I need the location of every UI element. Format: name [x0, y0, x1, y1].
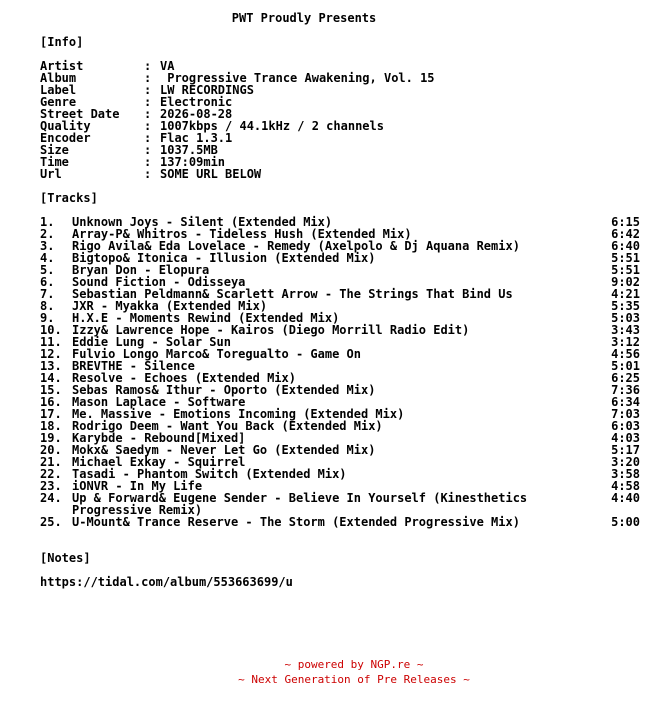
- track-title: Sebastian Peldmann& Scarlett Arrow - The Strings That Bind Us: [72, 287, 513, 301]
- track-number: 24.: [40, 491, 62, 505]
- track-duration: 5:01: [611, 359, 640, 373]
- track-duration: 3:12: [611, 335, 640, 349]
- track-title: Rigo Avila& Eda Lovelace - Remedy (Axelpolo & Dj Aquana Remix): [72, 239, 520, 253]
- track-title: Sound Fiction - Odisseya: [72, 275, 246, 289]
- track-title: H.X.E - Moments Rewind (Extended Mix): [72, 311, 340, 325]
- track-number: 3.: [40, 239, 55, 253]
- track-title: Karybde - Rebound[Mixed]: [72, 431, 246, 445]
- info-separator: :: [144, 155, 152, 169]
- track-duration: 3:20: [611, 455, 640, 469]
- info-key: Quality: [40, 119, 91, 133]
- track-number: 1.: [40, 215, 55, 229]
- track-duration: 6:15: [611, 215, 640, 229]
- info-key: Time: [40, 155, 69, 169]
- info-separator: :: [144, 143, 152, 157]
- track-number: 17.: [40, 407, 62, 421]
- footer-tagline: ~ Next Generation of Pre Releases ~: [238, 673, 470, 686]
- tracks-header: [Tracks]: [40, 191, 98, 205]
- track-number: 10.: [40, 323, 62, 337]
- info-key: Label: [40, 83, 77, 97]
- track-number: 18.: [40, 419, 62, 433]
- track-number: 2.: [40, 227, 55, 241]
- info-value: 1037.5MB: [160, 143, 218, 157]
- track-duration: 7:03: [611, 407, 640, 421]
- track-duration: 9:02: [611, 275, 640, 289]
- info-row: [40, 96, 640, 108]
- track-title: Array-P& Whitros - Tideless Hush (Extended Mix): [72, 227, 412, 241]
- track-number: 9.: [40, 311, 55, 325]
- info-value: VA: [160, 59, 175, 73]
- info-separator: :: [144, 59, 152, 73]
- track-title: Unknown Joys - Silent (Extended Mix): [72, 215, 333, 229]
- track-number: 12.: [40, 347, 62, 361]
- track-number: 11.: [40, 335, 62, 349]
- info-separator: :: [144, 119, 152, 133]
- info-key: Size: [40, 143, 69, 157]
- info-key: Street Date: [40, 107, 120, 121]
- track-duration: 5:51: [611, 251, 640, 265]
- info-key: Artist: [40, 59, 84, 73]
- track-title: Bigtopo& Itonica - Illusion (Extended Mix): [72, 251, 376, 265]
- track-title: Rodrigo Deem - Want You Back (Extended Mix): [72, 419, 383, 433]
- info-key: Encoder: [40, 131, 91, 145]
- track-title: Tasadi - Phantom Switch (Extended Mix): [72, 467, 347, 481]
- track-number: 14.: [40, 371, 62, 385]
- track-title: JXR - Myakka (Extended Mix): [72, 299, 268, 313]
- track-number: 20.: [40, 443, 62, 457]
- track-duration: 6:25: [611, 371, 640, 385]
- info-value: Flac 1.3.1: [160, 131, 233, 145]
- track-number: 6.: [40, 275, 55, 289]
- track-duration: 4:21: [611, 287, 640, 301]
- info-separator: :: [144, 167, 152, 181]
- info-separator: :: [144, 95, 152, 109]
- track-duration: 7:36: [611, 383, 640, 397]
- track-title: Michael Exkay - Squirrel: [72, 455, 246, 469]
- track-duration: 4:58: [611, 479, 640, 493]
- info-value: 2026-08-28: [160, 107, 233, 121]
- track-title: Mason Laplace - Software: [72, 395, 246, 409]
- track-number: 21.: [40, 455, 62, 469]
- info-separator: :: [144, 71, 152, 85]
- info-key: Genre: [40, 95, 77, 109]
- track-title: BREVTHE - Silence: [72, 359, 195, 373]
- track-duration: 4:56: [611, 347, 640, 361]
- info-value: SOME URL BELOW: [160, 167, 262, 181]
- track-title: Bryan Don - Elopura: [72, 263, 210, 277]
- info-value: Progressive Trance Awakening, Vol. 15: [160, 71, 435, 85]
- track-number: 15.: [40, 383, 62, 397]
- track-duration: 5:00: [611, 515, 640, 529]
- track-number: 25.: [40, 515, 62, 529]
- track-number: 13.: [40, 359, 62, 373]
- info-row: [40, 120, 640, 132]
- notes-header: [Notes]: [40, 551, 91, 565]
- track-duration: 5:51: [611, 263, 640, 277]
- track-title: Fulvio Longo Marco& Toregualto - Game On: [72, 347, 361, 361]
- track-duration: 3:58: [611, 467, 640, 481]
- track-title: Eddie Lung - Solar Sun: [72, 335, 231, 349]
- info-value: 137:09min: [160, 155, 226, 169]
- album-link[interactable]: https://tidal.com/album/553663699/u: [40, 575, 293, 589]
- track-number: 5.: [40, 263, 55, 277]
- track-title: iONVR - In My Life: [72, 479, 203, 493]
- track-title: Up & Forward& Eugene Sender - Believe In Yourself (Kinesthetics Progressive Remix): [72, 491, 528, 517]
- track-duration: 6:42: [611, 227, 640, 241]
- track-number: 4.: [40, 251, 55, 265]
- footer-powered-by: ~ powered by NGP.re ~: [284, 658, 424, 671]
- track-title: Me. Massive - Emotions Incoming (Extended Mix): [72, 407, 405, 421]
- info-row: [40, 132, 640, 144]
- track-row: [40, 516, 640, 528]
- info-separator: :: [144, 83, 152, 97]
- track-number: 8.: [40, 299, 55, 313]
- page-title: PWT Proudly Presents: [231, 11, 377, 25]
- track-number: 19.: [40, 431, 62, 445]
- track-duration: 5:35: [611, 299, 640, 313]
- info-separator: :: [144, 107, 152, 121]
- info-separator: :: [144, 131, 152, 145]
- info-row: [40, 84, 640, 96]
- track-number: 23.: [40, 479, 62, 493]
- track-title: U-Mount& Trance Reserve - The Storm (Extended Progressive Mix): [72, 515, 520, 529]
- track-title: Mokx& Saedym - Never Let Go (Extended Mix): [72, 443, 376, 457]
- info-value: LW RECORDINGS: [160, 83, 254, 97]
- track-duration: 4:40: [611, 491, 640, 505]
- info-row: [40, 168, 640, 180]
- track-row: [40, 491, 640, 517]
- info-value: 1007kbps / 44.1kHz / 2 channels: [160, 119, 384, 133]
- track-number: 22.: [40, 467, 62, 481]
- info-row: [40, 144, 640, 156]
- track-duration: 5:17: [611, 443, 640, 457]
- track-number: 16.: [40, 395, 62, 409]
- track-duration: 5:03: [611, 311, 640, 325]
- info-row: [40, 72, 640, 84]
- track-duration: 3:43: [611, 323, 640, 337]
- track-title: Izzy& Lawrence Hope - Kairos (Diego Morrill Radio Edit): [72, 323, 470, 337]
- track-number: 7.: [40, 287, 55, 301]
- info-key: Album: [40, 71, 77, 85]
- track-duration: 6:40: [611, 239, 640, 253]
- info-row: [40, 156, 640, 168]
- track-title: Resolve - Echoes (Extended Mix): [72, 371, 296, 385]
- track-duration: 4:03: [611, 431, 640, 445]
- track-duration: 6:03: [611, 419, 640, 433]
- info-header: [Info]: [40, 35, 84, 49]
- info-key: Url: [40, 167, 62, 181]
- track-title: Sebas Ramos& Ithur - Oporto (Extended Mix): [72, 383, 376, 397]
- info-value: Electronic: [160, 95, 233, 109]
- track-duration: 6:34: [611, 395, 640, 409]
